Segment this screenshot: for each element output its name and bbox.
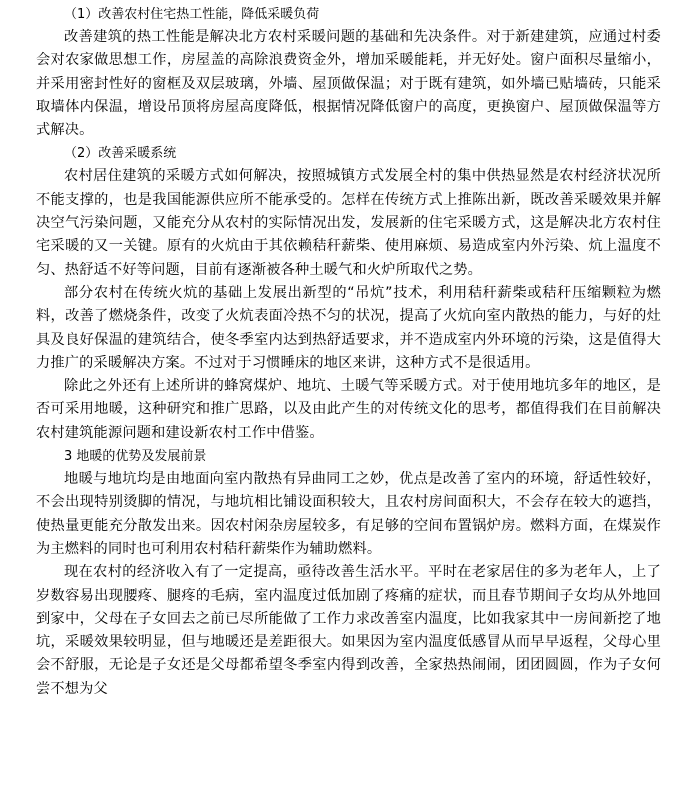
- section-heading-3: 3 地暖的优势及发展前景: [64, 449, 207, 465]
- paragraph-6: 现在农村的经济收入有了一定提高，亟待改善生活水平。平时在老家居住的多为老年人，上了岁数容易出现腰疼、腿疼的毛病，室内温度过低加剧了疼痛的症状，而且春节期间子女均从外地回到家中，父母在子女回去之前已尽所能做了工作力求改善室内温度，比如我家其中一房间新挖了地坑，采暖效果较明显，但与地暖还是差距很大。如果因为室内温度低感冒从而早早返程，父母心里会不舒服，无论是子女还是父母都希望冬季室内得到改善，全家热热闹闹，团团圆圆，作为子女何尝不想为父: [36, 564, 661, 697]
- paragraph-1: 改善建筑的热工性能是解决北方农村采暖问题的基础和先决条件。对于新建建筑，应通过村委会对农家做思想工作，房屋盖的高除浪费资金外，增加采暖能耗，并无好处。窗户面积尽量缩小，并采用密封性好的窗框及双层玻璃，外墙、屋顶做保温；对于既有建筑，如外墙已贴墙砖，只能采取墙体内保温，增设吊顶将房屋高度降低，根据情况降低窗户的高度，更换窗户、屋顶做保温等方式解决。: [36, 29, 661, 139]
- paragraph-2: 农村居住建筑的采暖方式如何解决，按照城镇方式发展全村的集中供热显然是农村经济状况所不能支撑的，也是我国能源供应所不能承受的。怎样在传统方式上推陈出新，既改善采暖效果并解决空气污染问题，又能充分从农村的实际情况出发，发展新的住宅采暖方式，这是解决北方农村住宅采暖的又一关键。原有的火炕由于其依赖秸秆薪柴、使用麻烦、易造成室内外污染、炕上温度不匀、热舒适不好等问题，目前有逐渐被各种土暖气和火炉所取代之势。: [36, 168, 661, 278]
- section-heading-2: （2）改善采暖系统: [64, 146, 177, 162]
- section-heading-1: （1）改善农村住宅热工性能，降低采暖负荷: [64, 7, 320, 22]
- paragraph-5: 地暖与地坑均是由地面向室内散热有异曲同工之妙，优点是改善了室内的环境，舒适性较好，不会出现特别烫脚的情况，与地坑相比铺设面积较大，且农村房间面积大，不会存在较大的遮挡，使热量更能充分散发出来。因农村闲杂房屋较多，有足够的空间布置锅炉房。燃料方面，在煤炭作为主燃料的同时也可利用农村秸秆薪柴作为辅助燃料。: [36, 471, 661, 557]
- paragraph-4: 除此之外还有上述所讲的蜂窝煤炉、地坑、土暖气等采暖方式。对于使用地坑多年的地区，是否可采用地暖，这种研究和推广思路，以及由此产生的对传统文化的思考，都值得我们在目前解决农村建筑能源问题和建设新农村工作中借鉴。: [36, 378, 661, 441]
- paragraph-3: 部分农村在传统火炕的基础上发展出新型的“吊炕”技术，利用秸秆薪柴或秸秆压缩颗粒为燃料，改善了燃烧条件，改变了火炕表面冷热不匀的状况，提高了火炕向室内散热的能力，与好的灶具及良好保温的建筑结合，使冬季室内达到热舒适要求，并不造成室内外环境的污染，这是值得大力推广的采暖解决方案。不过对于习惯睡床的地区来讲，这种方式不是很适用。: [36, 284, 661, 371]
